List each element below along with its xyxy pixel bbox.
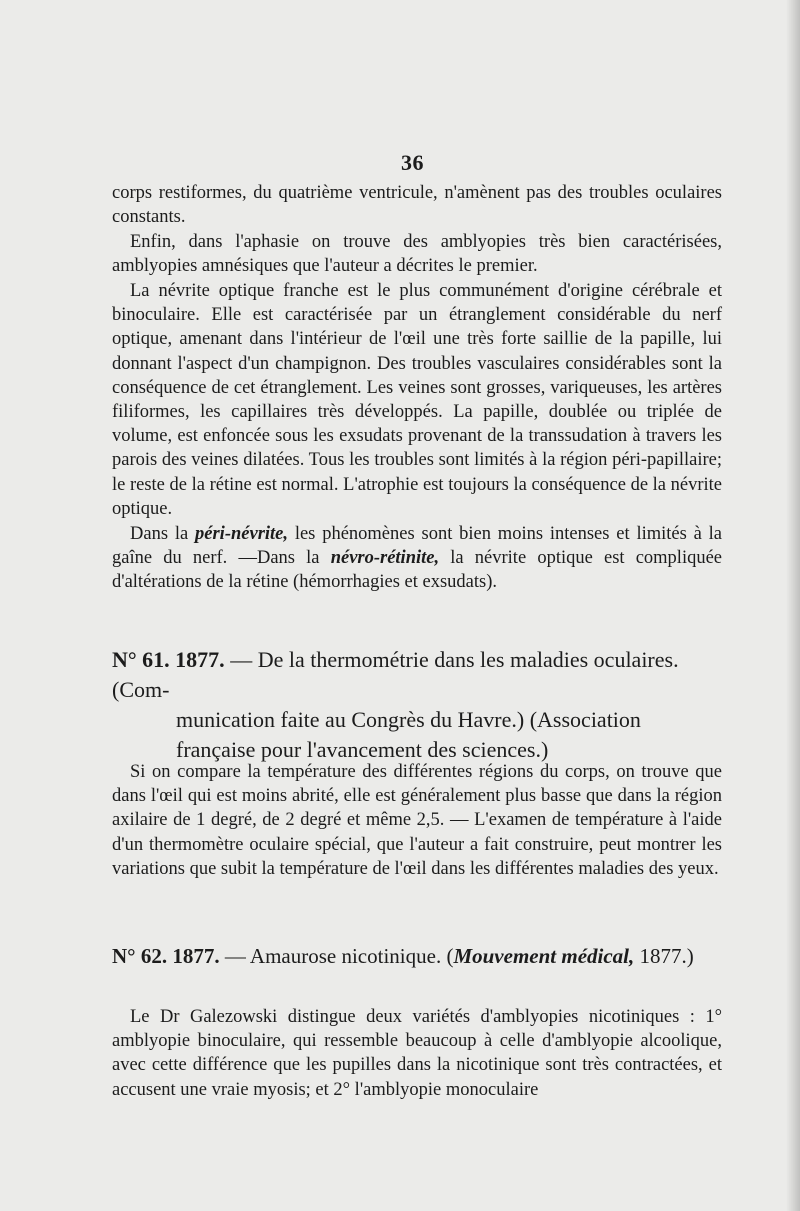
- page-edge-shadow: [786, 0, 800, 1211]
- entry-title-61: — De la thermométrie dans les maladies oculaires. (Com-: [112, 647, 679, 702]
- term-peri-nevrite: péri-névrite,: [195, 524, 289, 544]
- paragraph-aphasie: Enfin, dans l'aphasie on trouve des amblyopies très bien caractérisées, amblyopies amnésiques que l'auteur a décrites le premier.: [112, 232, 722, 277]
- text-segment: la névrite optique est compliquée d'altérations de la rétine (hémorrhagies et exsudats).: [112, 548, 723, 593]
- entry-title-62: — Amaurose nicotinique. (: [219, 944, 454, 968]
- entry-heading-62: [112, 942, 722, 970]
- entry-heading-61: [112, 645, 722, 765]
- page-number: 36: [401, 150, 424, 175]
- paragraph-thermometrie: Si on compare la température des différentes régions du corps, on trouve que dans l'œil qui est moins abrité, elle est généralement plus basse que dans la région axilaire de 1 degré, de 2 degré et même 2,5. — L'examen de température à l'aide d'un thermomètre oculaire spécial, que l'auteur a fait construire, peut montrer les variations que subit la température de l'œil dans les différentes maladies des yeux.: [112, 762, 722, 879]
- text-segment: Dans la: [130, 524, 196, 544]
- text-segment: les phénomènes sont bien moins intenses et limités à la gaîne du nerf. —Dans la: [112, 524, 722, 569]
- paragraph-nevrite-optique: La névrite optique franche est le plus communément d'origine cérébrale et binoculaire. Elle est caractérisée par un étranglement considérable du nerf optique, amenant dans l'intérieur de l'œil une très forte saillie de la papille, lui donnant l'aspect d'un champignon. Des troubles vasculaires considérables sont la conséquence de cet étranglement. Les veines sont grosses, variqueuses, les artères filiformes, les capillaires très développés. La papille, doublée ou triplée de volume, est enfoncée sous les exsudats provenant de la transsudation à travers les parois des veines dilatées. Tous les troubles sont limités à la région péri-papillaire; le reste de la rétine est normal. L'atrophie est toujours la conséquence de la névrite optique.: [112, 281, 722, 519]
- entry-number-61: N° 61. 1877.: [112, 647, 225, 672]
- entry-title-61-continued: munication faite au Congrès du Havre.) (Association française pour l'avancement des sciences.): [176, 707, 641, 762]
- entry-source-62: Mouvement médical,: [453, 944, 635, 968]
- entry-title-62-end: 1877.): [634, 944, 694, 968]
- term-nevro-retinite: névro-rétinite,: [330, 548, 440, 569]
- entry-number-62: N° 62. 1877.: [112, 944, 220, 968]
- paragraph-amaurose-nicotinique: Le Dr Galezowski distingue deux variétés d'amblyopies nicotiniques : 1° amblyopie binoculaire, qui ressemble beaucoup à celle d'amblyopie alcoolique, avec cette différence que les pupilles dans la nicotinique sont très contractées, et accusent une vraie myosis; et 2° l'amblyopie monoculaire: [112, 1007, 722, 1100]
- paragraph-peri-nevrite: [112, 522, 722, 595]
- paragraph-corps-restiformes: corps restiformes, du quatrième ventricule, n'amènent pas des troubles oculaires constants.: [112, 183, 722, 228]
